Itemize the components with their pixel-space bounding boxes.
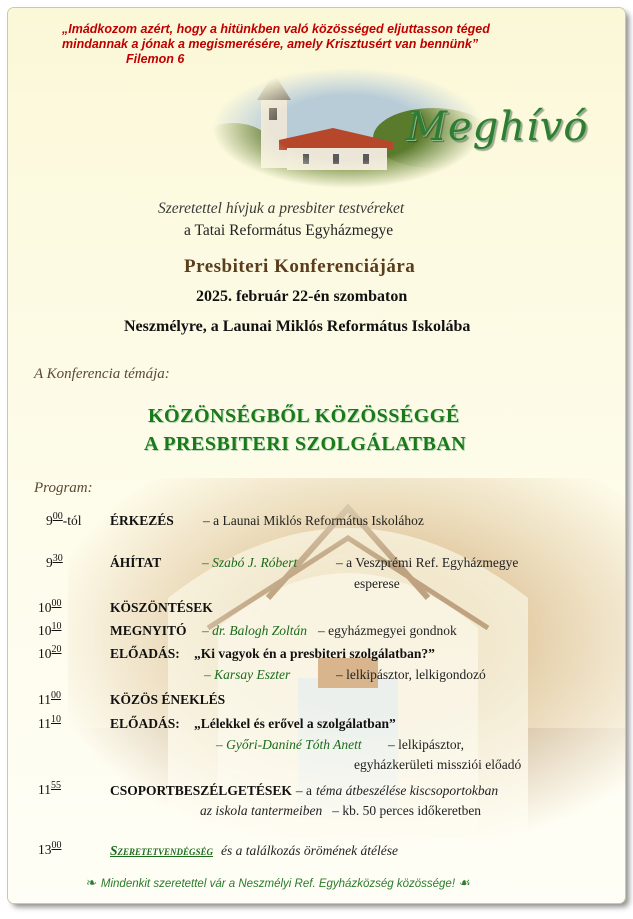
quote-line-1: „Imádkozom azért, hogy a hitünkben való közösséged eljuttasson téged (62, 22, 490, 36)
invitation-page (8, 8, 625, 903)
program-person-r4: – dr. Balogh Zoltán (202, 623, 308, 638)
footer-line (86, 874, 471, 892)
quote-reference: Filemon 6 (126, 52, 185, 66)
program-title-r3: KÖSZÖNTÉSEK (110, 600, 213, 615)
program-person-r2: – Szabó J. Róbert (202, 555, 298, 570)
program-title-r4: MEGNYITÓ (110, 623, 187, 638)
time-r2: $9^{30}$ (46, 552, 63, 570)
theme-line-2: A PRESBITERI SZOLGÁLATBAN (144, 433, 467, 455)
time-r7: $11^{10}$ (38, 713, 61, 731)
event-place: Neszmélyre, a Launai Miklós Református Iskolába (124, 318, 471, 335)
theme-label: A Konferencia témája: (34, 366, 170, 382)
program-label: Program: (34, 480, 93, 496)
program-text2-r7: egyházkerületi missziói előadó (354, 757, 522, 772)
intro-line-1: Szeretettel hívjuk a presbiter testvéreket (158, 200, 405, 217)
program-person-r5: – Karsay Eszter (204, 667, 291, 682)
program-text-r7: – lelkipásztor, (388, 737, 464, 752)
leaf-right-icon: ☙ (459, 875, 471, 890)
page-title: Meghívó (406, 104, 589, 150)
program-ital-r9: és a találkozás örömének átélése (221, 843, 398, 858)
program-title-r7: ELŐADÁS: (110, 716, 180, 731)
program-text2-r8: – kb. 50 perces időkeretben (332, 803, 482, 818)
program-r9-line (110, 842, 398, 860)
leaf-left-icon: ❧ (86, 875, 97, 890)
program-text-r5: – lelkipásztor, lelkigondozó (336, 667, 486, 682)
time-r3: $10^{00}$ (38, 597, 62, 615)
program-ital2-r8: az iskola tantermeiben (200, 803, 323, 818)
time-r9: $13^{00}$ (38, 839, 62, 857)
program-title-r2: ÁHÍTAT (110, 555, 162, 570)
program-r8-line2 (200, 802, 481, 820)
time-r8: $11^{55}$ (38, 779, 61, 797)
program-title-r9: Szeretetvendégség (110, 843, 214, 858)
program-text-r4: – egyházmegyei gondnok (318, 623, 457, 638)
program-title-r8: CSOPORTBESZÉLGETÉSEK (110, 783, 292, 798)
program-text2-r2: esperese (354, 576, 400, 591)
time-r4: $10^{10}$ (38, 620, 62, 638)
intro-line-2: a Tatai Református Egyházmegye (184, 222, 394, 239)
program-title-r5: ELŐADÁS: (110, 646, 180, 661)
program-person-r7: – Győri-Daniné Tóth Anett (216, 737, 362, 752)
program-title-r6: KÖZÖS ÉNEKLÉS (110, 692, 226, 707)
footer-text: Mindenkit szeretettel vár a Neszmélyi Ref. Egyházközség közössége! (100, 878, 456, 890)
program-text-r1: – a Launai Miklós Református Iskolához (203, 513, 424, 528)
program-text-r2: – a Veszprémi Ref. Egyházmegye (336, 555, 519, 570)
program-text-r8: – a (295, 783, 312, 798)
program-r8-line (110, 782, 498, 800)
event-date: 2025. február 22-én szombaton (196, 288, 408, 305)
quote-line-2: mindannak a jónak a megismerésére, amely Krisztusért van bennünk” (62, 37, 479, 51)
program-lecture-r7: „Lélekkel és erővel a szolgálatban” (194, 716, 396, 731)
program-lecture-r5: „Ki vagyok én a presbiteri szolgálatban?” (194, 646, 435, 661)
program-ital-r8: téma átbeszélése kiscsoportokban (315, 783, 499, 798)
theme-line-1: KÖZÖNSÉGBŐL KÖZÖSSÉGGÉ (148, 405, 460, 427)
time-r6: $11^{00}$ (38, 689, 61, 707)
time-r1: $9^{00}$-tól (46, 510, 82, 528)
program-title-r1: ÉRKEZÉS (110, 513, 174, 528)
time-r5: $10^{20}$ (38, 643, 62, 661)
conference-name: Presbiteri Konferenciájára (184, 256, 416, 277)
